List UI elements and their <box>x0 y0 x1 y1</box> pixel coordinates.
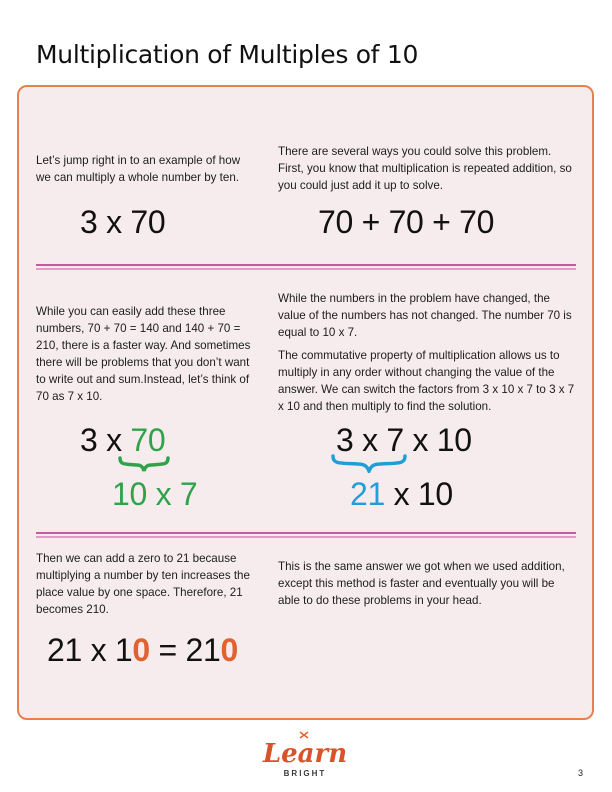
same-answer-text: This is the same answer we got when we used addition, except this method is faster and eventually you will be able to do these problems in your head. <box>278 560 565 607</box>
highlight-21: 21 <box>350 476 385 512</box>
green-brace-icon <box>117 455 171 473</box>
expression-3x70: 3 x 70 <box>80 204 166 240</box>
expression-x10: x 10 <box>385 476 453 512</box>
numbers-changed-paragraph: While the numbers in the problem have changed, the value of the numbers has not changed. The number 70 is equal to 10 x 7. <box>278 292 572 339</box>
add-zero-text: Then we can add a zero to 21 because multiplying a number by ten increases the place value by one space. Therefore, 21 becomes 210. <box>36 552 250 616</box>
expression-prefix: 3 x <box>80 422 131 458</box>
equation-part-1: 21 x 1 <box>47 632 133 668</box>
expression-3x7x10: 3 x 7 x 10 <box>336 422 472 458</box>
highlight-zero-2: 0 <box>220 632 238 668</box>
highlight-zero-1: 0 <box>132 632 150 668</box>
page-title: Multiplication of Multiples of 10 <box>36 40 419 69</box>
section-divider <box>36 532 576 541</box>
expression-10x7: 10 x 7 <box>112 476 198 512</box>
faster-way-text: While you can easily add these three numbers, 70 + 70 = 140 and 140 + 70 = 210, there is a faster way. And sometimes there will be problems that you don’t want to write out and sum.Instead, let’s think of 70 as 7 x 10. <box>36 305 251 403</box>
expression-addition: 70 + 70 + 70 <box>318 204 495 240</box>
numbers-changed-text <box>278 290 578 415</box>
equation-part-2: = 21 <box>149 632 221 668</box>
final-equation <box>47 632 238 668</box>
section-divider <box>36 264 576 273</box>
page-number: 3 <box>578 768 584 778</box>
logo-word: Learn <box>262 739 348 769</box>
blue-brace-icon <box>330 453 408 473</box>
logo-pencil-icon <box>300 732 308 738</box>
expression-3x70-highlight <box>80 422 165 458</box>
repeated-addition-text: There are several ways you could solve this problem. First, you know that multiplication is repeated addition, so you could just add it up to solve. <box>278 145 572 192</box>
highlight-70: 70 <box>130 422 166 458</box>
logo-sub: BRIGHT <box>283 769 327 778</box>
learn-bright-logo <box>250 730 360 782</box>
commutative-paragraph: The commutative property of multiplication allows us to multiply in any order without changing the value of the answer. We can switch the factors from 3 x 10 x 7 to 3 x 7 x 10 and then multiply to find the solution. <box>278 349 575 413</box>
intro-text: Let’s jump right in to an example of how we can multiply a whole number by ten. <box>36 154 241 184</box>
expression-21x10 <box>350 476 453 512</box>
